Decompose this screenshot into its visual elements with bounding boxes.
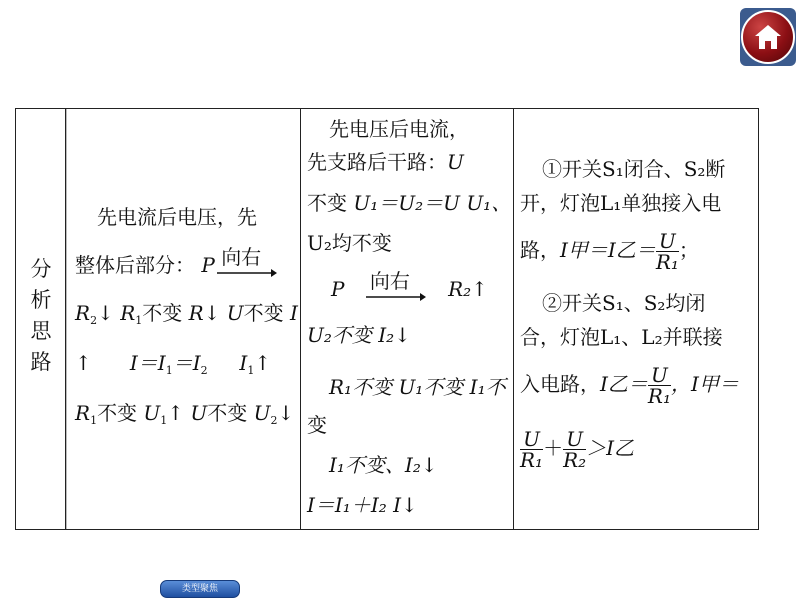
- col2-line8: 变: [307, 413, 327, 437]
- col2-line10: I＝I₁＋I₂ I↓: [307, 493, 418, 517]
- const-label: 不变: [207, 401, 248, 425]
- col3-p1-line3: [520, 231, 699, 272]
- col1-intro: 整体后部分：: [75, 253, 195, 277]
- sub: 1: [160, 414, 168, 427]
- sub: 2: [200, 364, 208, 377]
- parallel-circuit-cell: [301, 109, 514, 529]
- i-equation-tail: ＝I: [172, 351, 201, 375]
- fraction-denominator: R₂: [563, 448, 587, 472]
- const-label: 不变: [243, 301, 284, 325]
- i2-symbol: I₂: [378, 323, 395, 347]
- col2-intro: 先支路后干路：: [307, 150, 447, 174]
- p-symbol: P: [201, 253, 215, 277]
- semicolon: ；: [678, 238, 699, 262]
- u-symbol: U: [447, 150, 464, 174]
- row-header: [16, 254, 66, 378]
- fraction-denominator: R₁: [520, 448, 544, 472]
- col3-p2-line2: 合，灯泡L₁、L₂并联接: [520, 325, 723, 349]
- u-symbol: U: [190, 401, 208, 425]
- r1-symbol: R: [120, 301, 136, 325]
- col3-p1-line1: ①开关S₁闭合、S₂断: [542, 157, 726, 181]
- col1-line4: ↑ $I=I_1=I_2$ $I_1↑$: [75, 351, 272, 377]
- r1-symbol: R: [75, 401, 91, 425]
- row-header-char: 分: [30, 257, 52, 281]
- col3-p2-line1: ②开关S₁、S₂均闭: [542, 291, 706, 315]
- r2-symbol: R₂: [448, 277, 472, 301]
- row-header-cell: [16, 109, 66, 529]
- comparison: ＞I乙: [586, 436, 635, 460]
- col1-line2: [75, 245, 262, 282]
- p-symbol: P: [331, 277, 345, 301]
- i-symbol: I: [393, 493, 402, 517]
- u1-symbol: U: [143, 401, 161, 425]
- fraction-numerator: U: [648, 365, 671, 386]
- col2-line3: [307, 187, 511, 220]
- col3-text: 入电路，: [520, 372, 600, 396]
- home-button[interactable]: [740, 8, 796, 66]
- i1-i2-const: I₁不变、I₂: [329, 453, 421, 477]
- fraction-numerator: U: [563, 429, 586, 450]
- row-header-char: 思: [30, 319, 52, 343]
- plus-sign: ＋: [543, 436, 564, 460]
- sub: 2: [270, 414, 278, 427]
- i-equation: I＝I: [129, 351, 166, 375]
- series-circuit-cell: [66, 109, 301, 529]
- col2-line7: [329, 371, 506, 404]
- type-focus-button[interactable]: 类型聚焦: [160, 580, 240, 598]
- fraction-numerator: U: [656, 231, 679, 252]
- col3-text: 路，: [520, 238, 560, 262]
- u-equation: U₁＝U₂＝U: [353, 191, 460, 215]
- i1-symbol: I: [239, 351, 248, 375]
- u1-const: U₁不变: [398, 375, 464, 399]
- col2-line2: [307, 146, 464, 179]
- i1-const: I₁不: [469, 375, 506, 399]
- sub: 1: [247, 364, 255, 377]
- current-equation: I乙＝: [600, 372, 648, 396]
- col3-p2-line3: [520, 365, 739, 406]
- col3-p1-line2: 开，灯泡L₁单独接入电: [520, 191, 722, 215]
- const-label: 不变: [97, 401, 138, 425]
- col2-line6: U₂不变 I₂↓: [307, 323, 411, 347]
- sub: 1: [135, 314, 143, 327]
- col3-p2-line4: [520, 429, 634, 470]
- sub: 1: [90, 414, 98, 427]
- analysis-table: [15, 108, 759, 530]
- switch-analysis-cell: [514, 109, 758, 529]
- arrow-label: 向右: [221, 245, 262, 269]
- col1-line5: $R_1$不变 $U_1↑$ U不变 $U_2↓$: [75, 401, 295, 427]
- fraction-denominator: R₁: [655, 250, 679, 274]
- r1-const: R₁不变: [329, 375, 393, 399]
- const-label: 不变: [307, 191, 347, 215]
- sub: 2: [90, 314, 98, 327]
- r-symbol: R: [188, 301, 204, 325]
- current-equation: ，I甲＝: [670, 372, 739, 396]
- row-header-char: 路: [30, 350, 52, 374]
- current-sum: I＝I₁＋I₂: [307, 493, 387, 517]
- fraction-u-r1: [648, 365, 671, 406]
- col2-line4: U₂均不变: [307, 231, 392, 255]
- arrow-right-icon: [221, 245, 262, 282]
- fraction-denominator: R₁: [647, 384, 671, 408]
- col2-line9: I₁不变、I₂↓: [329, 453, 438, 477]
- row-header-char: 析: [30, 288, 52, 312]
- home-icon: [741, 10, 795, 64]
- fraction-numerator: U: [520, 429, 543, 450]
- u2-const: U₂不变: [307, 323, 372, 347]
- col2-line5: P 向右 R₂↑: [331, 273, 488, 306]
- sub: 1: [165, 364, 173, 377]
- i-symbol: I: [290, 301, 298, 325]
- fraction-u-r1: [656, 231, 679, 272]
- col1-line1: 先电流后电压，先: [97, 205, 257, 229]
- arrow-label: 向右: [369, 269, 410, 293]
- r2-symbol: R: [75, 301, 91, 325]
- u-symbol: U: [226, 301, 244, 325]
- current-equation: I甲＝I乙＝: [560, 238, 656, 262]
- col1-line3: $R_2↓$ $R_1$不变 R↓ U不变 I: [75, 301, 298, 327]
- u1-symbol: U₁、: [466, 191, 512, 215]
- fraction-u-r1: [520, 429, 543, 470]
- col2-line1: 先电压后电流，: [329, 117, 469, 141]
- arrow-right-icon: [369, 269, 410, 306]
- u2-symbol: U: [253, 401, 271, 425]
- const-label: 不变: [142, 301, 183, 325]
- fraction-u-r2: [563, 429, 586, 470]
